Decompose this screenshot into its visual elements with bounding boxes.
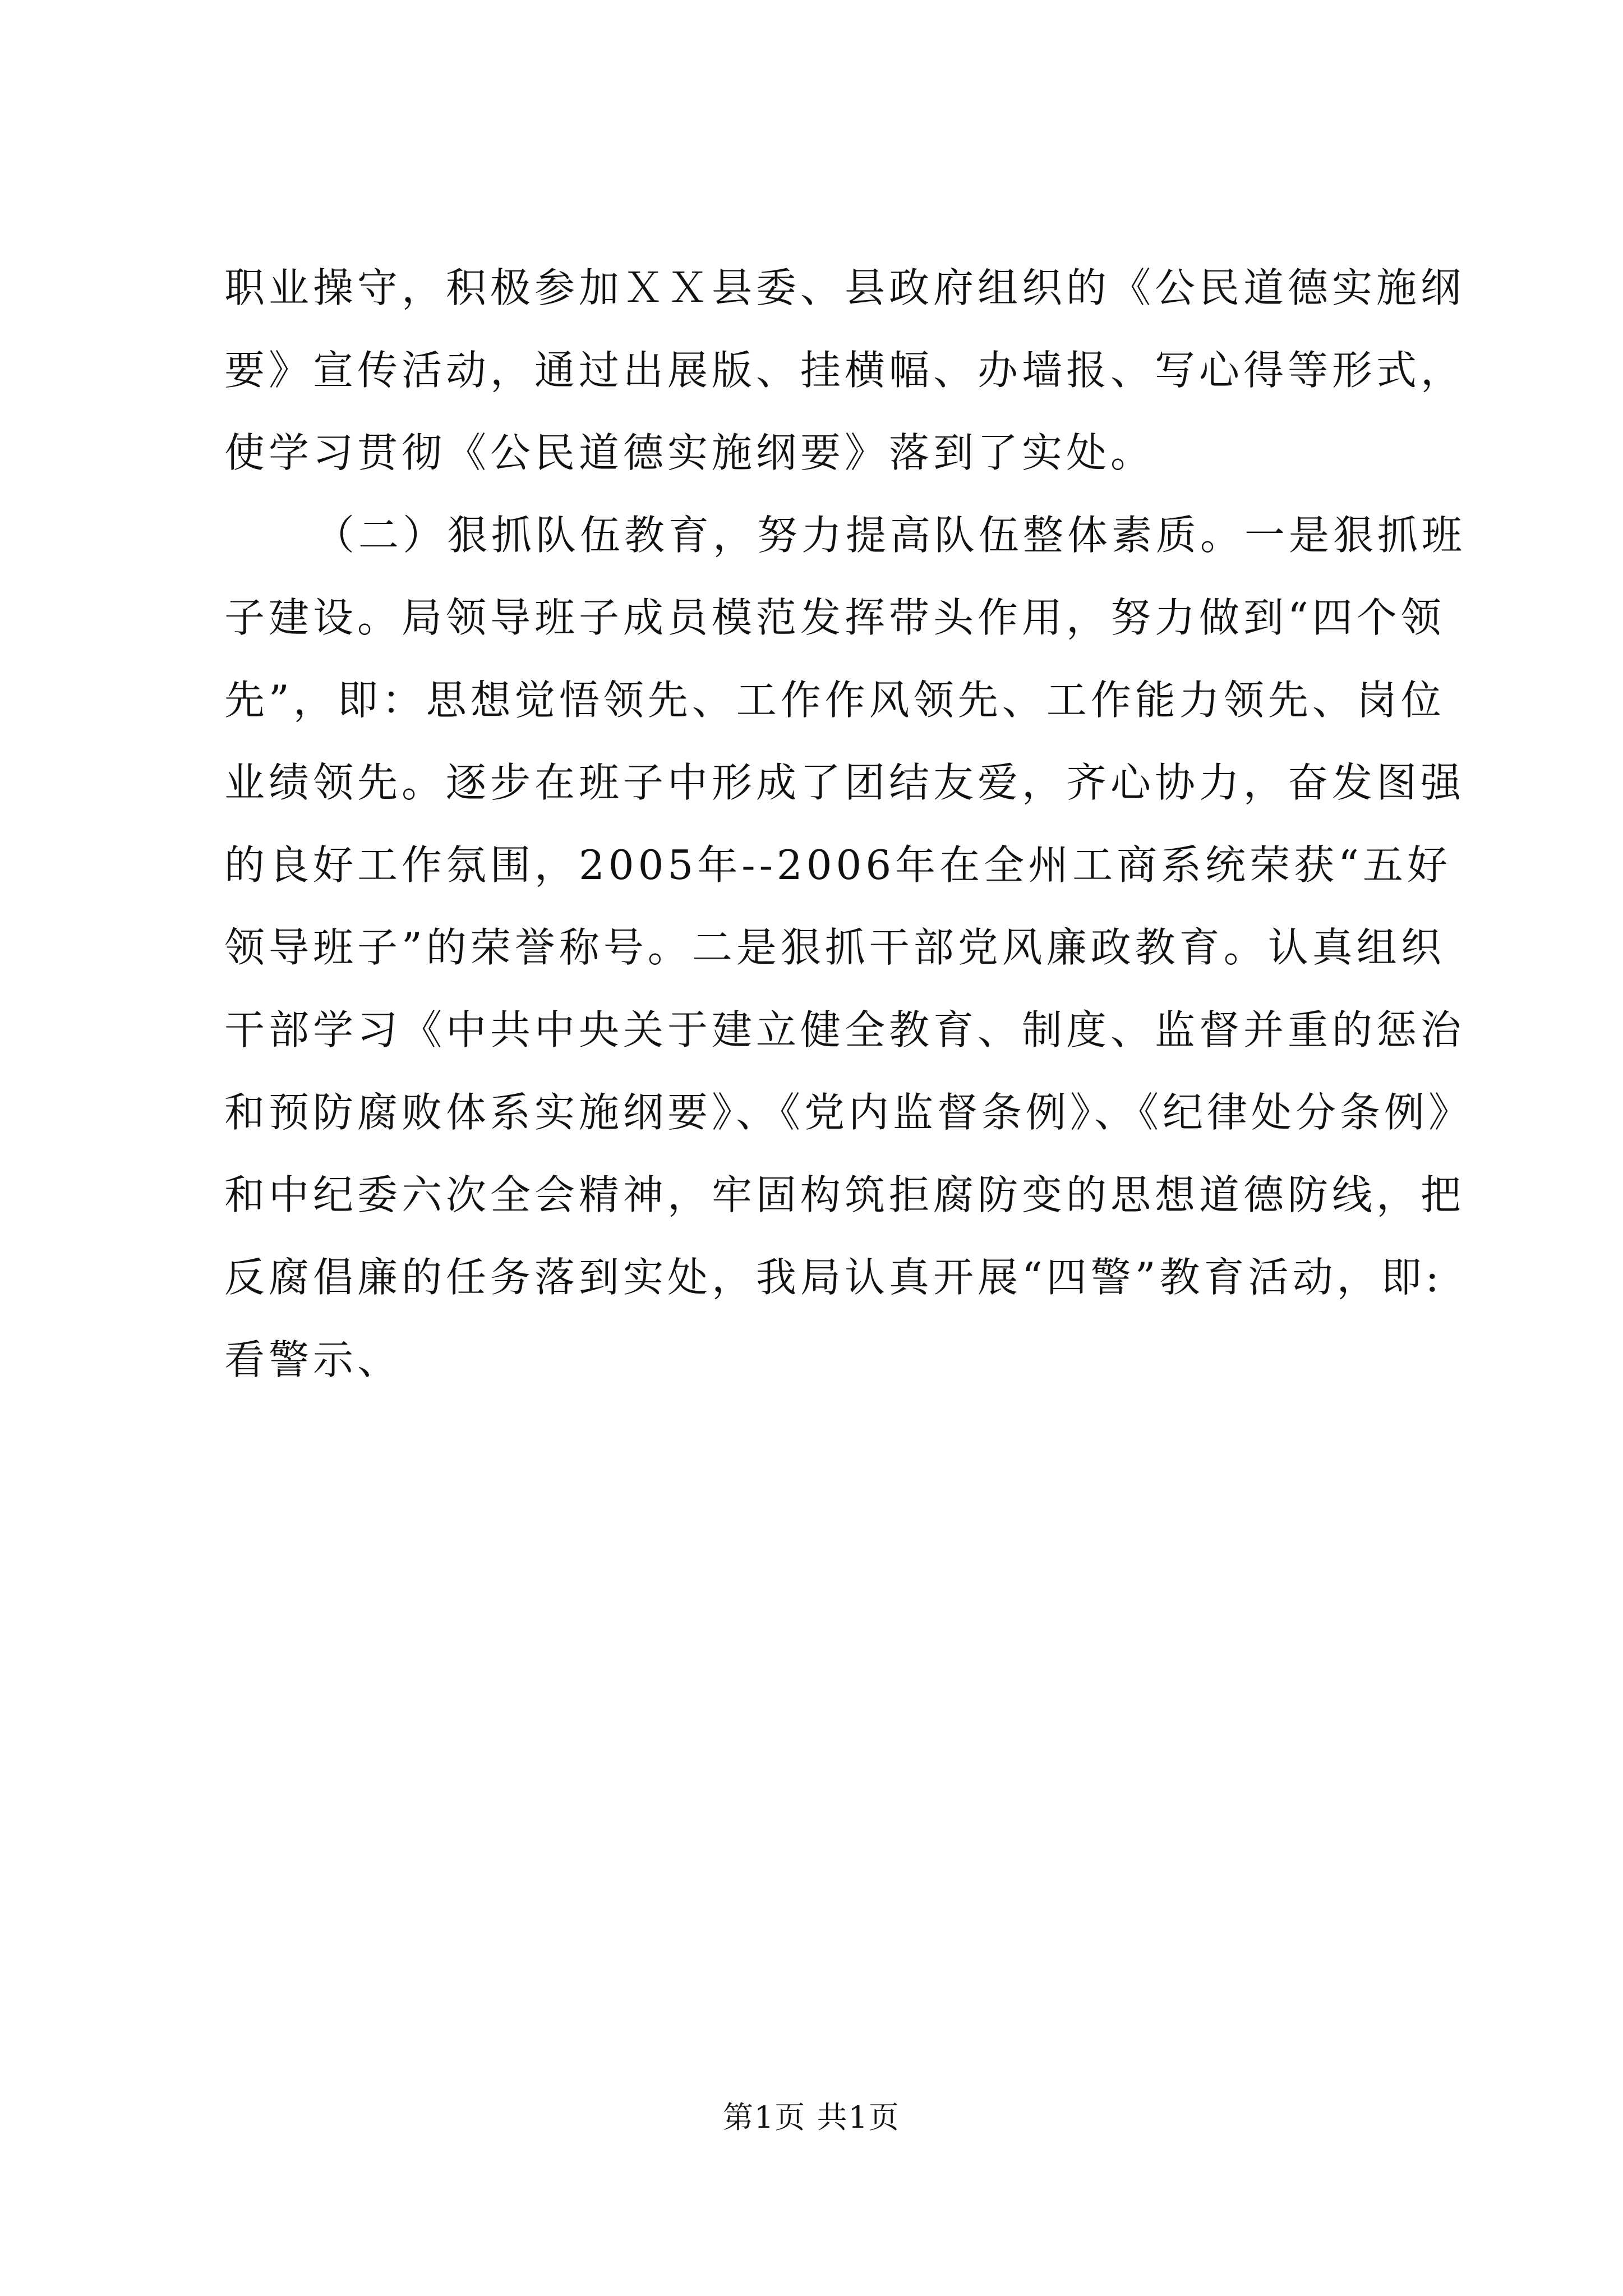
- text-line: 反腐倡廉的任务落到实处，我局认真开展“四警”教育活动，即:: [224, 1254, 1443, 1301]
- page-footer: [0, 2095, 1623, 2140]
- text-line: 子建设。局领导班子成员模范发挥带头作用，努力做到“四个领: [224, 594, 1445, 641]
- text-line: 和预防腐败体系实施纲要》、《党内监督条例》、《纪律处分条例》: [224, 1089, 1473, 1136]
- text-line: 的良好工作氛围，2005年--2006年在全州工商系统荣获“五好: [224, 841, 1451, 889]
- paragraph-first-line: （二）狠抓队伍教育，努力提高队伍整体素质。一是狠抓班: [314, 512, 1467, 559]
- body-text: [224, 247, 1473, 1401]
- text-line: 要》宣传活动，通过出展版、挂横幅、办墙报、写心得等形式，: [224, 347, 1465, 394]
- text-line: 使学习贯彻《公民道德实施纲要》落到了实处。: [224, 429, 1155, 476]
- text-line: 职业操守，积极参加ＸＸ县委、县政府组织的《公民道德实施纲: [224, 264, 1465, 311]
- text-line: 和中纪委六次全会精神，牢固构筑拒腐防变的思想道德防线，把: [224, 1171, 1465, 1218]
- text-line: 看警示、: [224, 1336, 402, 1383]
- page-number-label: 第1页 共1页: [723, 2100, 900, 2135]
- text-line: 业绩领先。逐步在班子中形成了团结友爱，齐心协力，奋发图强: [224, 759, 1465, 806]
- text-line: 领导班子”的荣誉称号。二是狠抓干部党风廉政教育。认真组织: [224, 924, 1445, 971]
- text-line: 干部学习《中共中央关于建立健全教育、制度、监督并重的惩治: [224, 1006, 1465, 1053]
- text-line: 先”，即：思想觉悟领先、工作作风领先、工作能力领先、岗位: [224, 677, 1445, 724]
